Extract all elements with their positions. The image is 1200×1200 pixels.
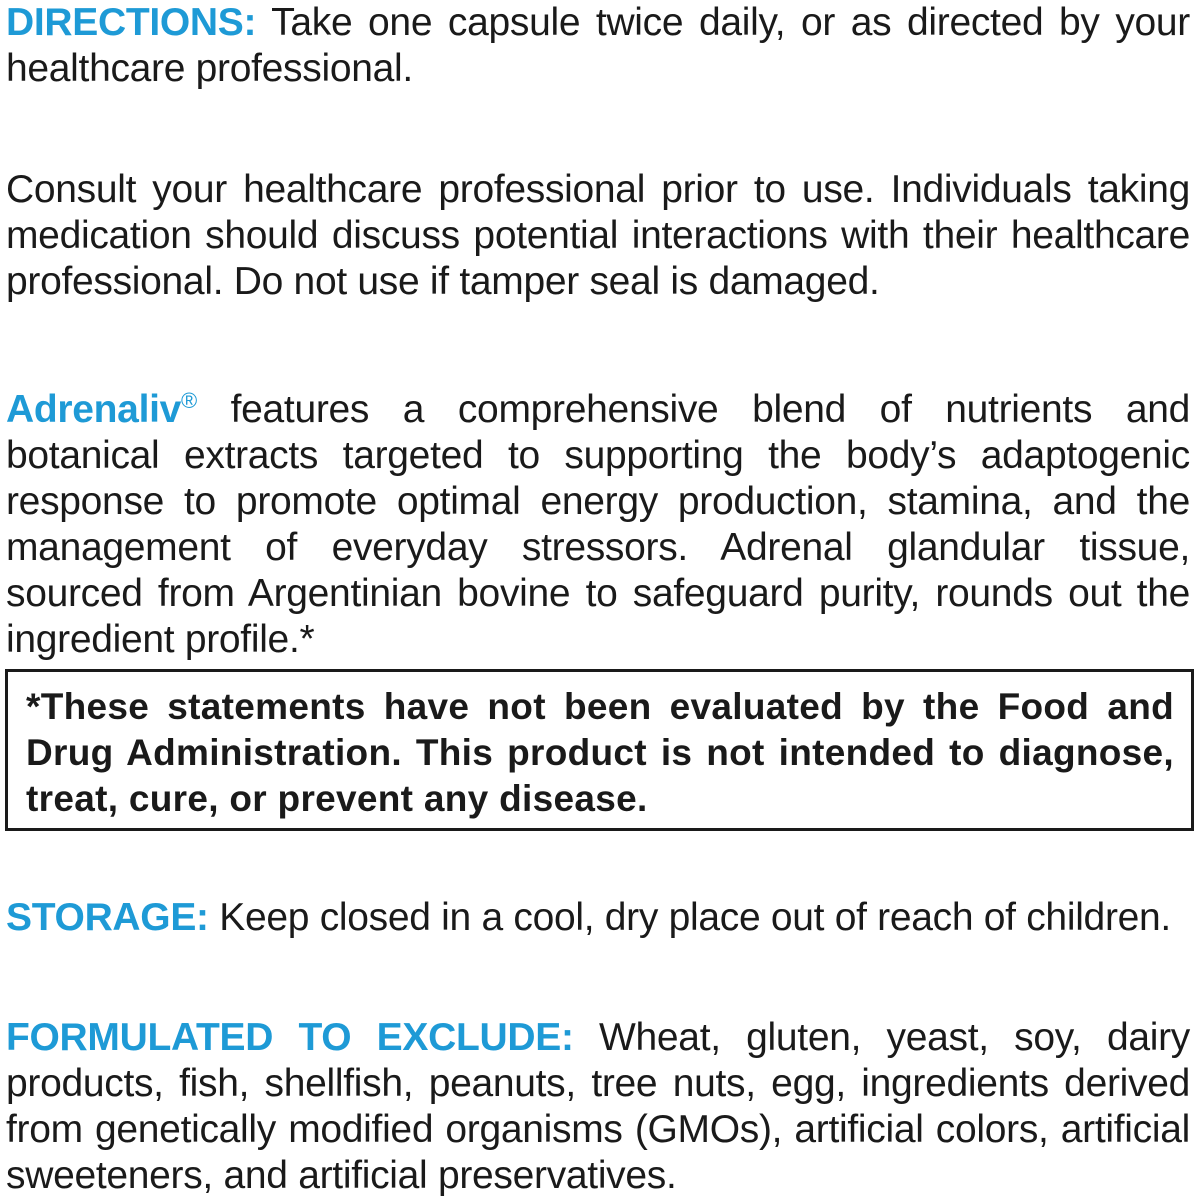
exclude-paragraph bbox=[6, 1015, 1190, 1199]
disclaimer-box bbox=[5, 669, 1194, 831]
features-text: features a comprehensive blend of nutrients and botanical extracts targeted to supporting the body’s adaptogenic response to promote optimal energy production, stamina, and the management of everyday stressors. Adrenal glandular tissue, sourced from Argentinian bovine to safeguard purity, rounds out the ingredient profile.* bbox=[6, 388, 1190, 661]
storage-paragraph bbox=[6, 895, 1190, 941]
disclaimer-text: *These statements have not been evaluated by the Food and Drug Administration. This product is not intended to diagnose, treat, cure, or prevent any disease. bbox=[26, 686, 1174, 819]
exclude-text: Wheat, gluten, yeast, soy, dairy products, fish, shellfish, peanuts, tree nuts, egg, ingredients derived from genetically modified organisms (GMOs), artificial colors, artificial sweeteners, and artificial preservatives. bbox=[6, 1016, 1191, 1197]
consult-text: Consult your healthcare professional prior to use. Individuals taking medication should discuss potential interactions with their healthcare professional. Do not use if tamper seal is damaged. bbox=[6, 168, 1190, 303]
exclude-label: FORMULATED TO EXCLUDE: bbox=[6, 1016, 574, 1059]
directions-text: Take one capsule twice daily, or as directed by your healthcare professional. bbox=[6, 1, 1190, 90]
storage-text: Keep closed in a cool, dry place out of reach of children. bbox=[208, 896, 1171, 939]
registered-mark: ® bbox=[181, 388, 197, 413]
features-paragraph bbox=[6, 378, 1190, 663]
directions-paragraph bbox=[6, 0, 1190, 92]
storage-label: STORAGE: bbox=[6, 896, 209, 939]
consult-paragraph bbox=[6, 167, 1190, 305]
brand-name: Adrenaliv bbox=[6, 388, 182, 431]
directions-label: DIRECTIONS: bbox=[6, 1, 257, 44]
